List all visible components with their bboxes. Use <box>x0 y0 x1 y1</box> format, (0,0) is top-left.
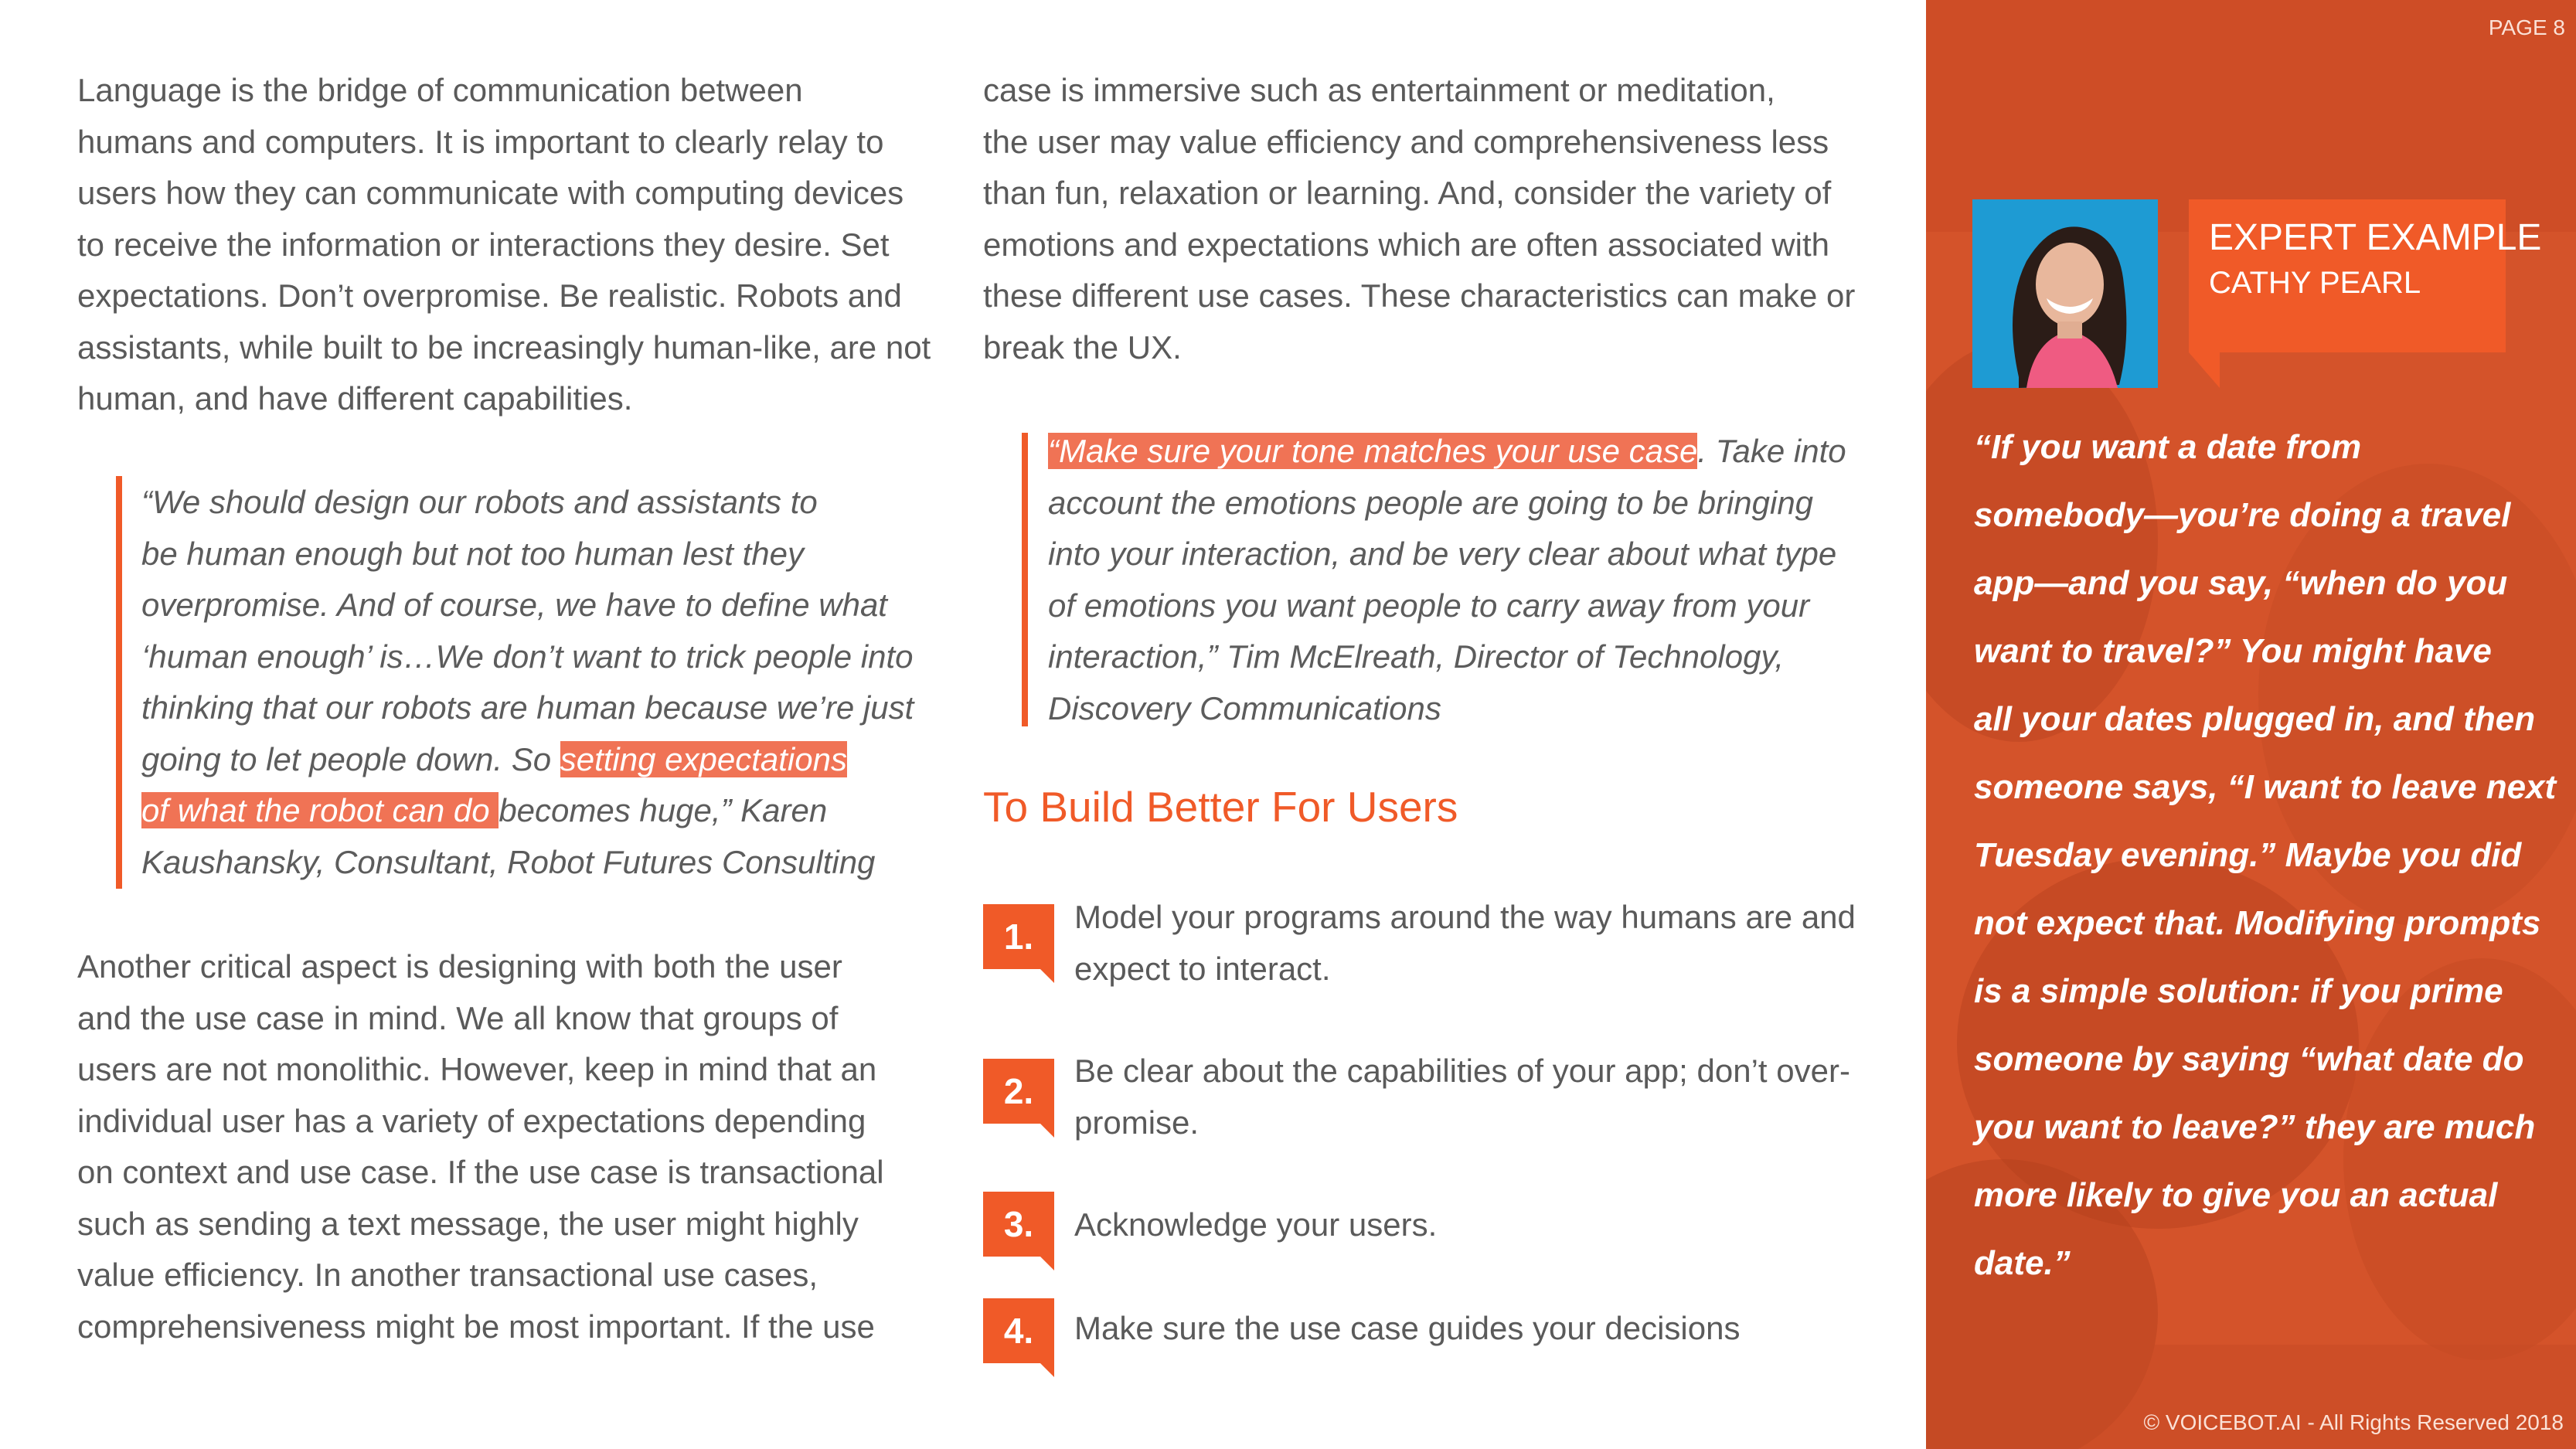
text-line: users are not monolithic. However, keep in mind that an <box>77 1051 877 1087</box>
list-item-line: Acknowledge your users. <box>1074 1206 1438 1243</box>
list-number-badge: 1. <box>983 904 1054 969</box>
quote-text: . Take into <box>1697 433 1846 469</box>
quote-line: thinking that our robots are human because we’re just <box>141 689 914 726</box>
left-body <box>77 941 884 1352</box>
quote-line: want to travel?” You might have <box>1974 632 2492 670</box>
quote-line: ‘human enough’ is…We don’t want to trick people into <box>141 638 914 675</box>
quote-line: Kaushansky, Consultant, Robot Futures Consulting <box>141 843 876 880</box>
text-line: to receive the information or interactions they desire. Set <box>77 226 890 263</box>
quote-line: into your interaction, and be very clear about what type <box>1048 536 1837 572</box>
text-line: these different use cases. These characteristics can make or <box>983 277 1856 314</box>
text-line: on context and use case. If the use case is transactional <box>77 1154 884 1190</box>
list-item-line: expect to interact. <box>1074 950 1331 987</box>
list-number-badge: 4. <box>983 1298 1054 1363</box>
quote-line: you want to leave?” they are much <box>1974 1108 2536 1146</box>
text-line: comprehensiveness might be most important. If the use <box>77 1308 875 1345</box>
text-line: than fun, relaxation or learning. And, consider the variety of <box>983 175 1832 211</box>
left-column <box>77 65 931 425</box>
pull-quote-mcelreath <box>1048 426 1846 734</box>
text-line: emotions and expectations which are often associated with <box>983 226 1829 263</box>
quote-line <box>141 734 914 786</box>
intro-paragraph <box>77 65 931 425</box>
expert-quote <box>1974 413 2556 1298</box>
list-number-badge: 3. <box>983 1192 1054 1257</box>
quote-line: interaction,” Tim McElreath, Director of Technology, <box>1048 638 1784 675</box>
quote-line: Discovery Communications <box>1048 689 1441 726</box>
quote-text: becomes huge,” Karen <box>499 792 828 828</box>
highlighted-text: setting expectations <box>560 740 847 777</box>
middle-column <box>983 65 1855 373</box>
copyright-notice: © VOICEBOT.AI - All Rights Reserved 2018 <box>2143 1410 2564 1434</box>
body-paragraph <box>77 941 884 1352</box>
text-line: humans and computers. It is important to clearly relay to <box>77 123 884 160</box>
quote-line: someone says, “I want to leave next <box>1974 768 2557 806</box>
text-line: individual user has a variety of expectations depending <box>77 1102 866 1139</box>
quote-line: “We should design our robots and assistants to <box>141 484 818 520</box>
text-line: the user may value efficiency and comprehensiveness less <box>983 123 1829 160</box>
quote-accent-bar <box>1022 433 1028 726</box>
quote-line: Tuesday evening.” Maybe you did <box>1974 836 2522 874</box>
text-line: break the UX. <box>983 328 1182 366</box>
list-item-line: Be clear about the capabilities of your app; don’t over- <box>1074 1053 1850 1089</box>
expert-title: EXPERT EXAMPLE <box>2209 217 2542 258</box>
expert-name: CATHY PEARL <box>2209 266 2421 300</box>
text-line: such as sending a text message, the user might highly <box>77 1205 859 1242</box>
section-heading: To Build Better For Users <box>983 783 1458 831</box>
text-line: human, and have different capabilities. <box>77 380 633 417</box>
text-line: Another critical aspect is designing with both the user <box>77 948 842 985</box>
list-item <box>1074 1046 1850 1148</box>
quote-line: is a simple solution: if you prime <box>1974 972 2503 1010</box>
quote-line <box>141 785 914 837</box>
highlighted-text: of what the robot can do <box>141 792 499 828</box>
quote-accent-bar <box>116 476 122 889</box>
quote-line: date.” <box>1974 1244 2071 1282</box>
page-number: PAGE 8 <box>2488 15 2565 39</box>
list-item-line: Model your programs around the way humans are and <box>1074 899 1856 935</box>
quote-line: not expect that. Modifying prompts <box>1974 904 2541 942</box>
text-line: value efficiency. In another transactional use cases, <box>77 1257 818 1293</box>
quote-line: “If you want a date from <box>1974 428 2362 466</box>
list-item <box>1074 892 1856 995</box>
quote-line: someone by saying “what date do <box>1974 1040 2524 1078</box>
intro-paragraph <box>983 65 1855 373</box>
list-number-badge: 2. <box>983 1059 1054 1124</box>
text-line: Language is the bridge of communication between <box>77 72 803 108</box>
text-line: expectations. Don’t overpromise. Be realistic. Robots and <box>77 277 902 314</box>
text-line: and the use case in mind. We all know that groups of <box>77 999 839 1036</box>
text-line: assistants, while built to be increasingly human-like, are not <box>77 328 931 366</box>
quote-line: account the emotions people are going to be bringing <box>1048 484 1814 521</box>
highlighted-text: “Make sure your tone matches your use case <box>1048 433 1698 469</box>
quote-line <box>1048 426 1846 478</box>
quote-line: somebody—you’re doing a travel <box>1974 496 2511 534</box>
quote-line: overpromise. And of course, we have to define what <box>141 587 887 623</box>
quote-line: of emotions you want people to carry away from your <box>1048 587 1810 624</box>
text-line: users how they can communicate with computing devices <box>77 175 904 211</box>
expert-label-box <box>2189 199 2542 352</box>
text-line: case is immersive such as entertainment or meditation, <box>983 72 1775 108</box>
pull-quote-kaushansky <box>141 477 914 888</box>
portrait-illustration <box>1972 199 2158 388</box>
list-item-line: Make sure the use case guides your decisions <box>1074 1310 1741 1346</box>
quote-line: more likely to give you an actual <box>1974 1176 2498 1214</box>
portrait-photo <box>1972 199 2158 388</box>
quote-text: going to let people down. So <box>141 740 560 777</box>
list-item-line: promise. <box>1074 1104 1200 1141</box>
expert-panel <box>1926 0 2576 1449</box>
quote-line: app—and you say, “when do you <box>1974 564 2508 602</box>
list-item <box>1074 1303 1740 1355</box>
list-item <box>1074 1199 1437 1251</box>
quote-line: all your dates plugged in, and then <box>1974 700 2536 738</box>
quote-line: be human enough but not too human lest they <box>141 535 804 572</box>
